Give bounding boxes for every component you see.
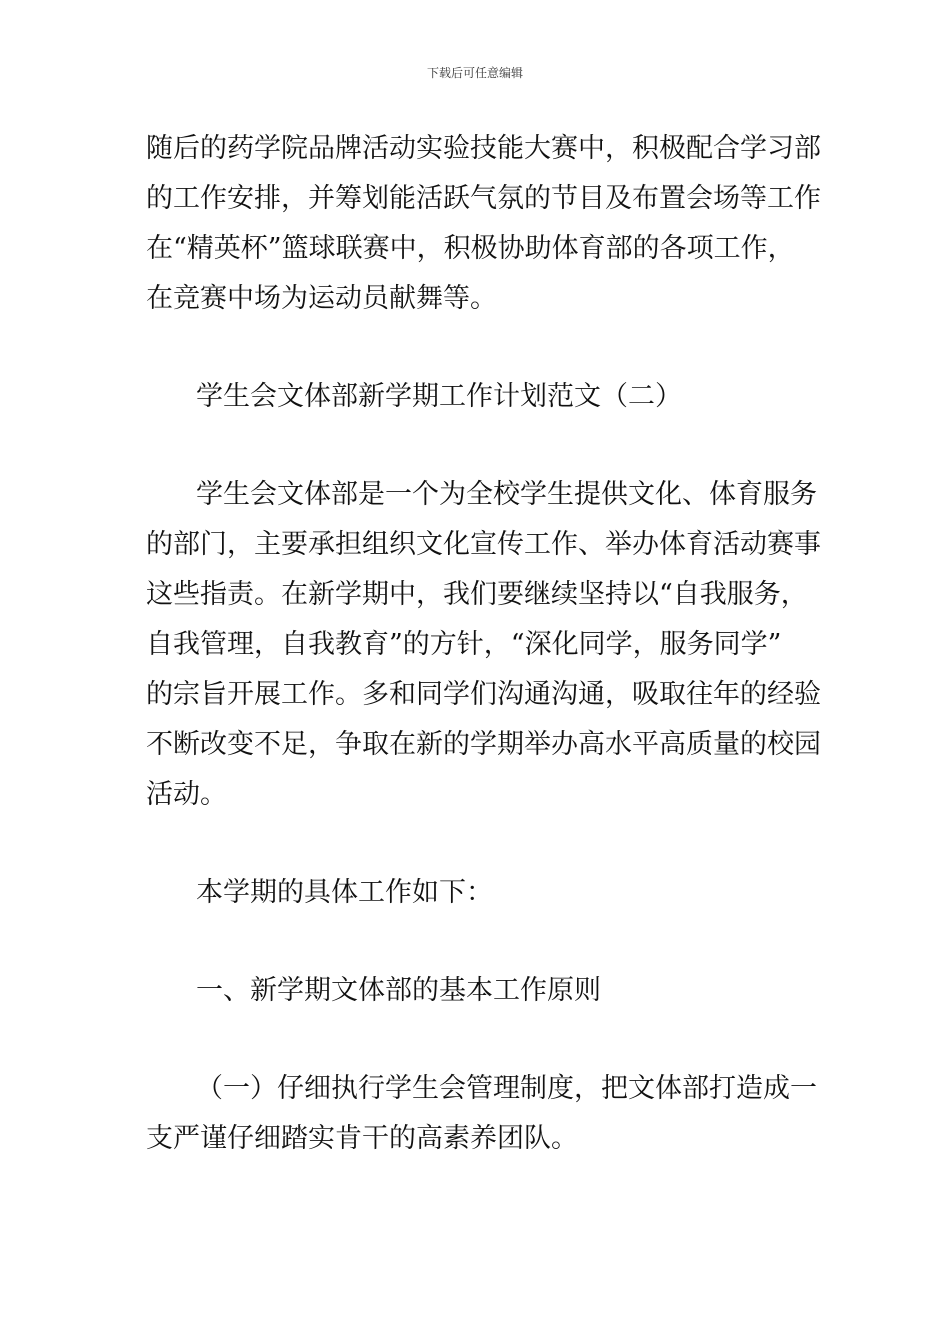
body-line: 的部门，主要承担组织文化宣传工作、举办体育活动赛事 [146,529,821,560]
heading-line: 一、新学期文体部的基本工作原则 [196,975,601,1006]
body-line: 在竞赛中场为运动员献舞等。 [146,283,497,314]
body-line: 自我管理，自我教育”的方针，“深化同学，服务同学” [146,629,782,660]
section-title: 学生会文体部新学期工作计划范文（二） [196,381,682,412]
body-line: 随后的药学院品牌活动实验技能大赛中，积极配合学习部 [146,133,821,164]
body-line: 在“精英杯”篮球联赛中，积极协助体育部的各项工作， [146,233,795,264]
body-line: 不断改变不足，争取在新的学期举办高水平高质量的校园 [146,729,821,760]
body-line: 这些指责。在新学期中，我们要继续坚持以“自我服务， [146,579,808,610]
body-line: （一）仔细执行学生会管理制度，把文体部打造成一 [196,1073,817,1104]
body-line: 本学期的具体工作如下： [196,877,493,908]
page-header: 下载后可任意编辑 [426,66,523,80]
body-line: 活动。 [146,779,227,810]
body-line: 支严谨仔细踏实肯干的高素养团队。 [146,1123,578,1154]
body-line: 的宗旨开展工作。多和同学们沟通沟通，吸取往年的经验 [146,679,821,710]
body-line: 的工作安排，并筹划能活跃气氛的节目及布置会场等工作 [146,183,821,214]
body-line: 学生会文体部是一个为全校学生提供文化、体育服务 [196,479,817,510]
